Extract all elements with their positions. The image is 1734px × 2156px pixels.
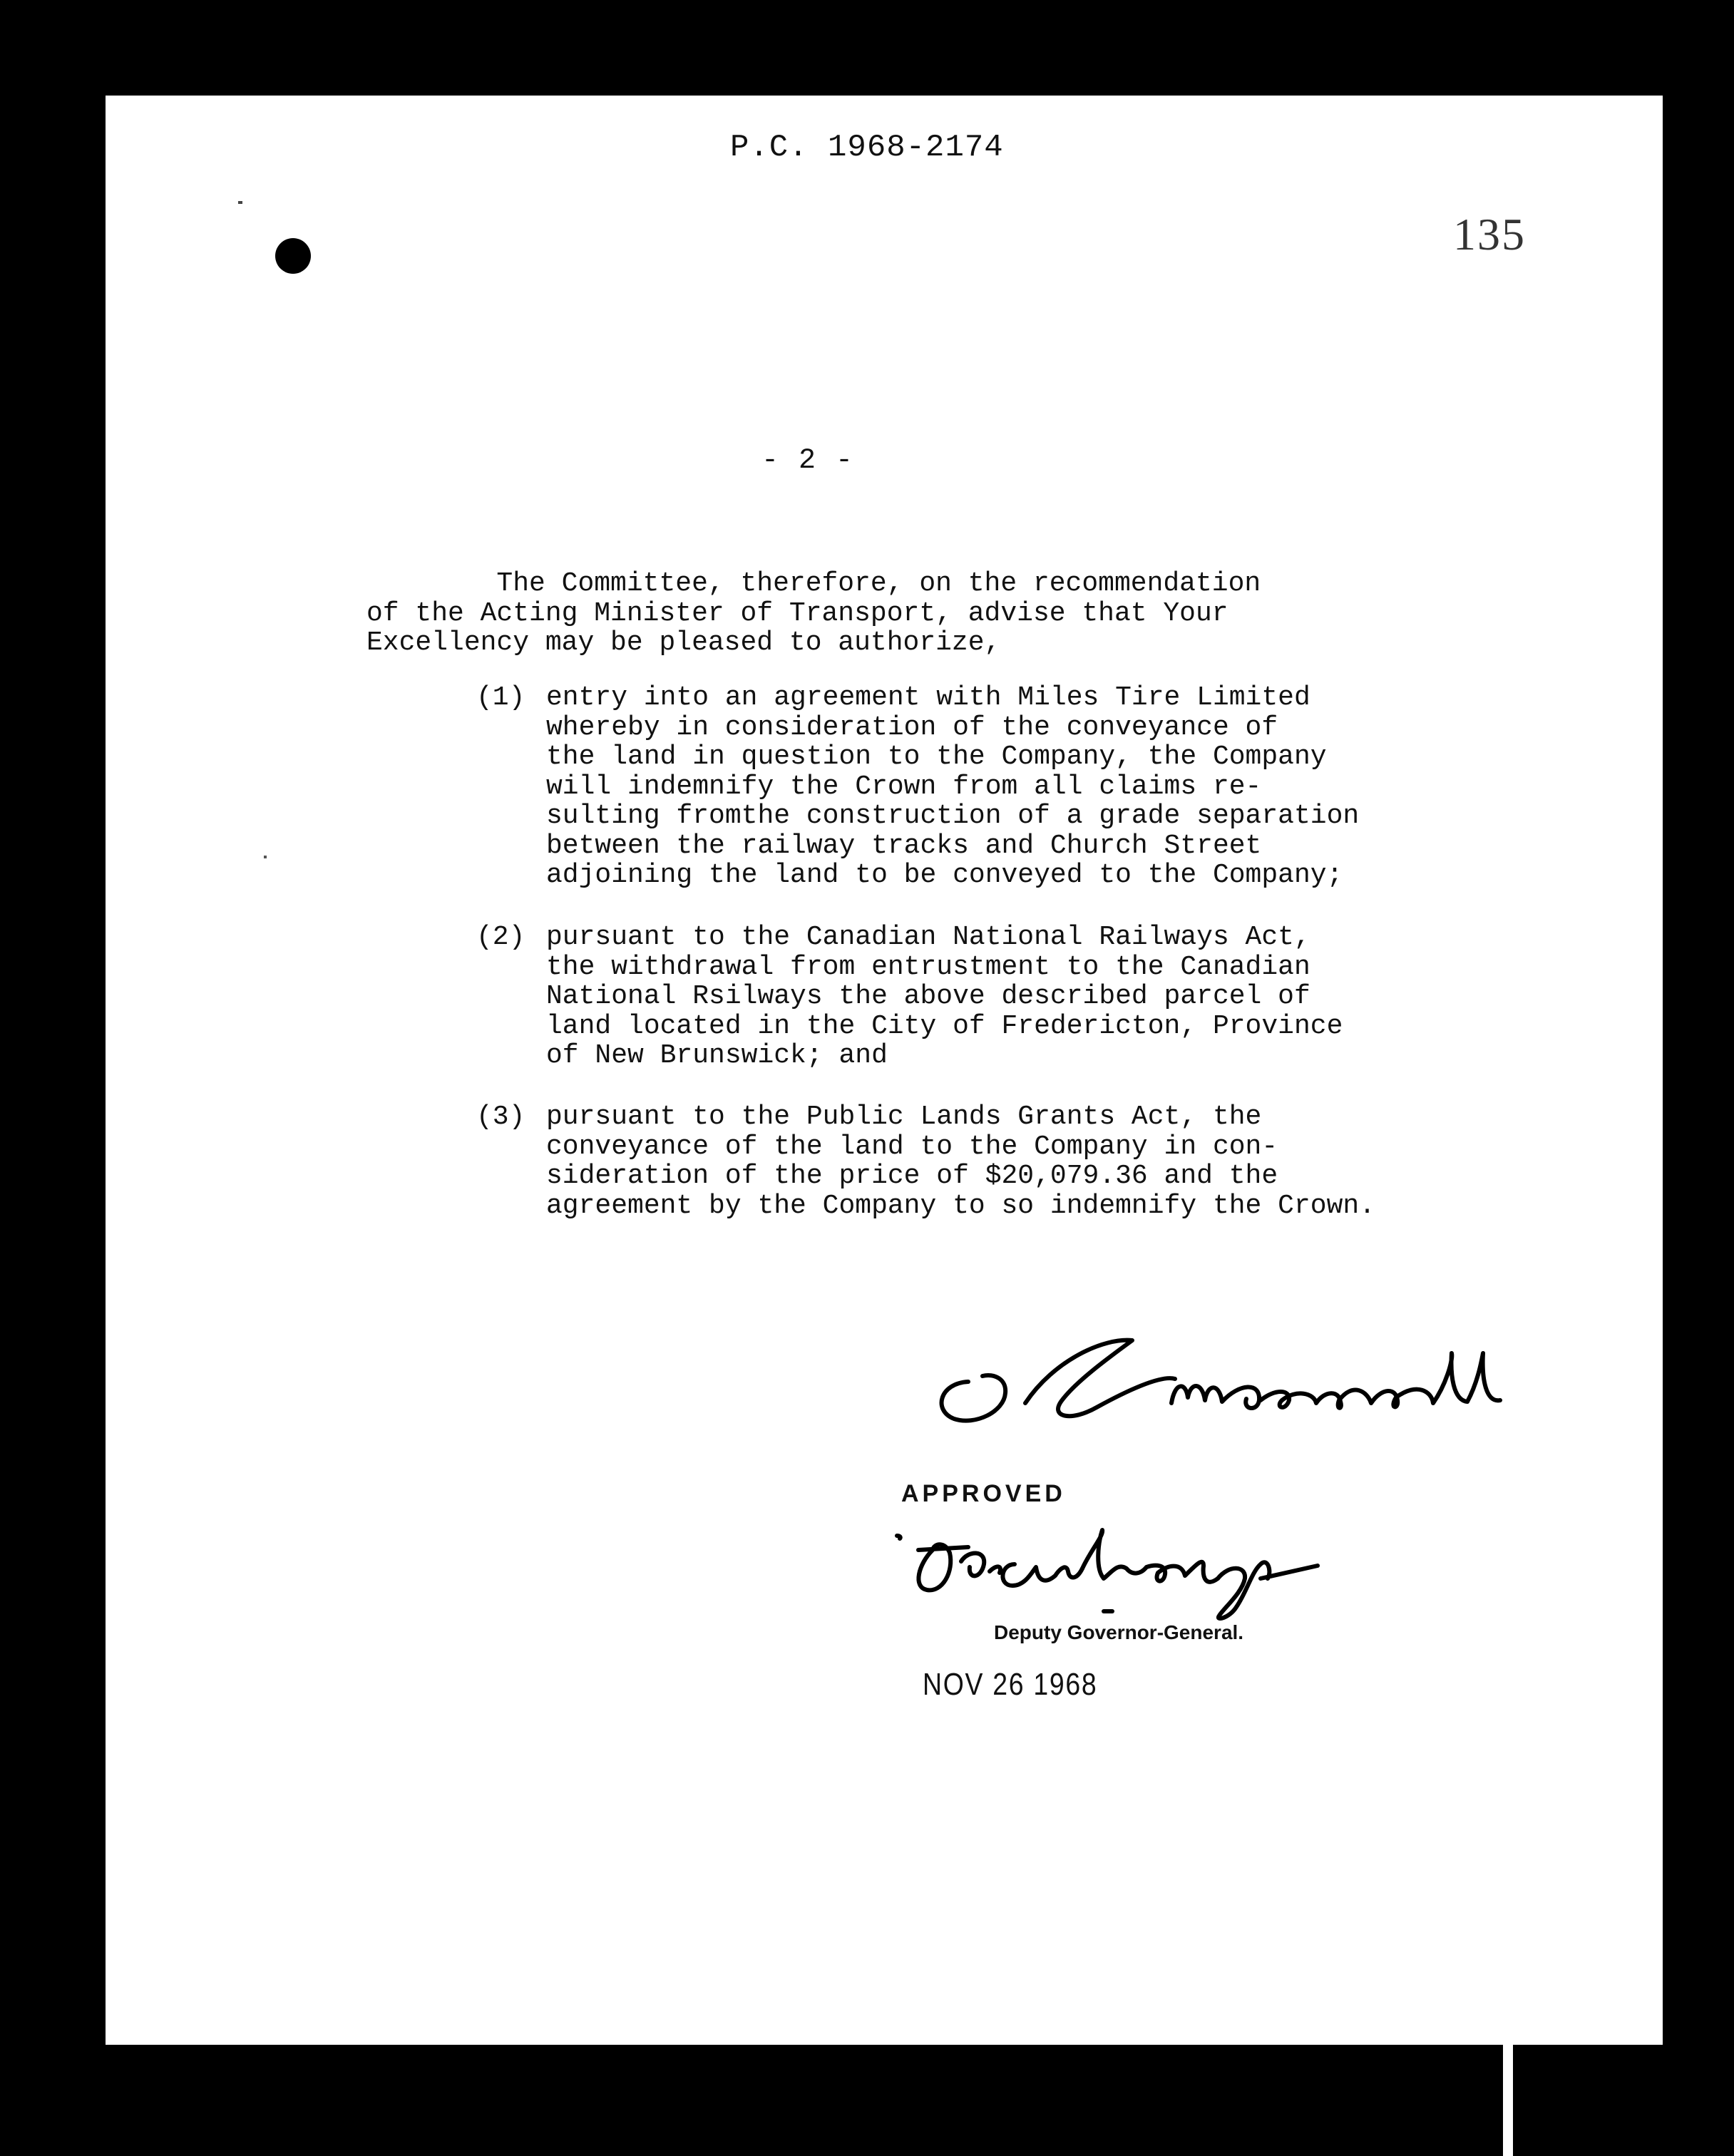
item-number: (3) [476,1102,525,1132]
item-number: (1) [476,682,525,713]
document-page [106,96,1663,2045]
page-number: - 2 - [761,445,855,477]
minister-signature [925,1332,1524,1439]
order-in-council-number: P.C. 1968-2174 [730,130,1004,165]
signatory-title: Deputy Governor-General. [994,1621,1244,1643]
deputy-governor-signature [890,1521,1346,1621]
folio-number: 135 [1453,209,1526,260]
item-number: (2) [476,922,525,953]
speck [238,201,242,204]
item-text: pursuant to the Public Lands Grants Act, the conveyance of the land to the Company in con- sideration of the price of $20,079.36 and the agreement by the Company to so indemnify the Crown. [546,1102,1375,1221]
approved-label: APPROVED [901,1480,1066,1507]
item-text: entry into an agreement with Miles Tire Limited whereby in consideration of the conveyance of the land in question to the Company, the Company will indemnify the Crown from all claims re- sulting fromthe construction of a grade separation between the railway tracks and Church Street adjoining the land to be conveyed to the Company; [546,682,1360,890]
punch-hole [275,238,311,274]
intro-paragraph: The Committee, therefore, on the recommendation of the Acting Minister of Transport, advise that Your Excellency may be pleased to authorize, [366,568,1261,658]
speck [264,856,267,858]
film-edge-mark [1503,2028,1513,2156]
date-stamp: NOV 26 1968 [923,1667,1098,1702]
item-text: pursuant to the Canadian National Railways Act, the withdrawal from entrustment to the Canadian National Rsilways the above described parcel of land located in the City of Fredericton, Province of New Brunswick; and [546,922,1343,1071]
